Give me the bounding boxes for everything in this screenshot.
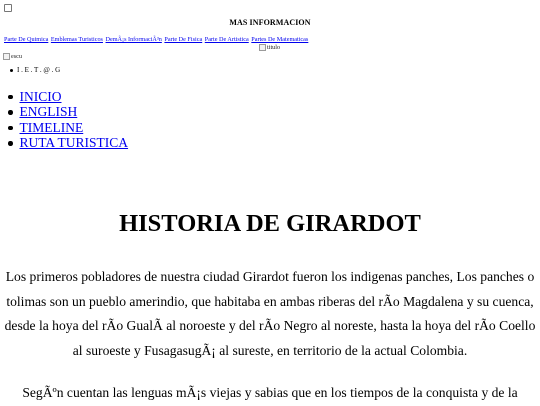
school-tag: I . E . T . @ . G	[17, 66, 61, 74]
bullet-icon	[8, 141, 13, 146]
page-title: HISTORIA DE GIRARDOT	[119, 210, 421, 237]
titulo-image-alt: titulo	[267, 44, 281, 51]
paragraph-line: al suroeste y FusagasugÃ¡ al sureste, en territorio de la actual Colombia.	[72, 342, 468, 358]
bullet-icon	[8, 126, 13, 131]
bullet-icon	[10, 69, 13, 72]
history-paragraph-1	[0, 265, 540, 363]
paragraph-line: SegÃºn cuentan las lenguas mÃ¡s viejas y sabias que en los tiempos de la conquista y de la	[22, 385, 518, 400]
link-emblemas-turisticos[interactable]: Emblemas Turisticos	[50, 36, 103, 43]
history-paragraph-2	[0, 381, 540, 406]
escu-image	[3, 53, 22, 60]
paragraph-line: Los primeros pobladores de nuestra ciudad Girardot fueron los indigenas panches, Los panches o	[5, 269, 535, 284]
school-tag-item	[10, 66, 60, 74]
nav-item-timeline	[8, 120, 128, 136]
paragraph-line: desde la hoya del rÃo GualÃ al noroeste y del rÃo Negro al noreste, hasta la hoya del rÃo Coello	[4, 318, 536, 333]
link-parte-fisica[interactable]: Parte De Fisica	[164, 36, 203, 43]
link-partes-matematicas[interactable]: Partes De Matematicas	[251, 36, 309, 43]
titulo-image	[259, 44, 280, 51]
bullet-icon	[8, 95, 13, 100]
top-links-bar	[4, 36, 309, 43]
bullet-icon	[8, 110, 13, 115]
escu-image-alt: escu	[11, 53, 22, 60]
nav-link-inicio[interactable]: INICIO	[19, 88, 62, 104]
broken-image-icon	[3, 53, 10, 60]
nav-link-timeline[interactable]: TIMELINE	[19, 119, 84, 135]
nav-link-english[interactable]: ENGLISH	[19, 104, 78, 120]
paragraph-line: tolimas son un pueblo amerindio, que habitaba en ambas riberas del rÃo Magdalena y su cuenca,	[6, 293, 534, 309]
broken-image-icon	[259, 44, 266, 51]
main-nav	[8, 89, 128, 151]
link-parte-artistica[interactable]: Parte De Artistica	[204, 36, 249, 43]
menu-checkbox[interactable]	[4, 4, 12, 12]
link-parte-quimica[interactable]: Parte De Quimica	[4, 36, 49, 43]
nav-item-ruta-turistica	[8, 136, 128, 152]
link-demas-informacion[interactable]: DemÃ¡s InformaciÃ³n	[105, 36, 162, 43]
nav-item-english	[8, 105, 128, 121]
nav-link-ruta-turistica[interactable]: RUTA TURISTICA	[19, 135, 129, 151]
nav-item-inicio	[8, 89, 128, 105]
mas-informacion-heading: MAS INFORMACION	[229, 18, 311, 27]
